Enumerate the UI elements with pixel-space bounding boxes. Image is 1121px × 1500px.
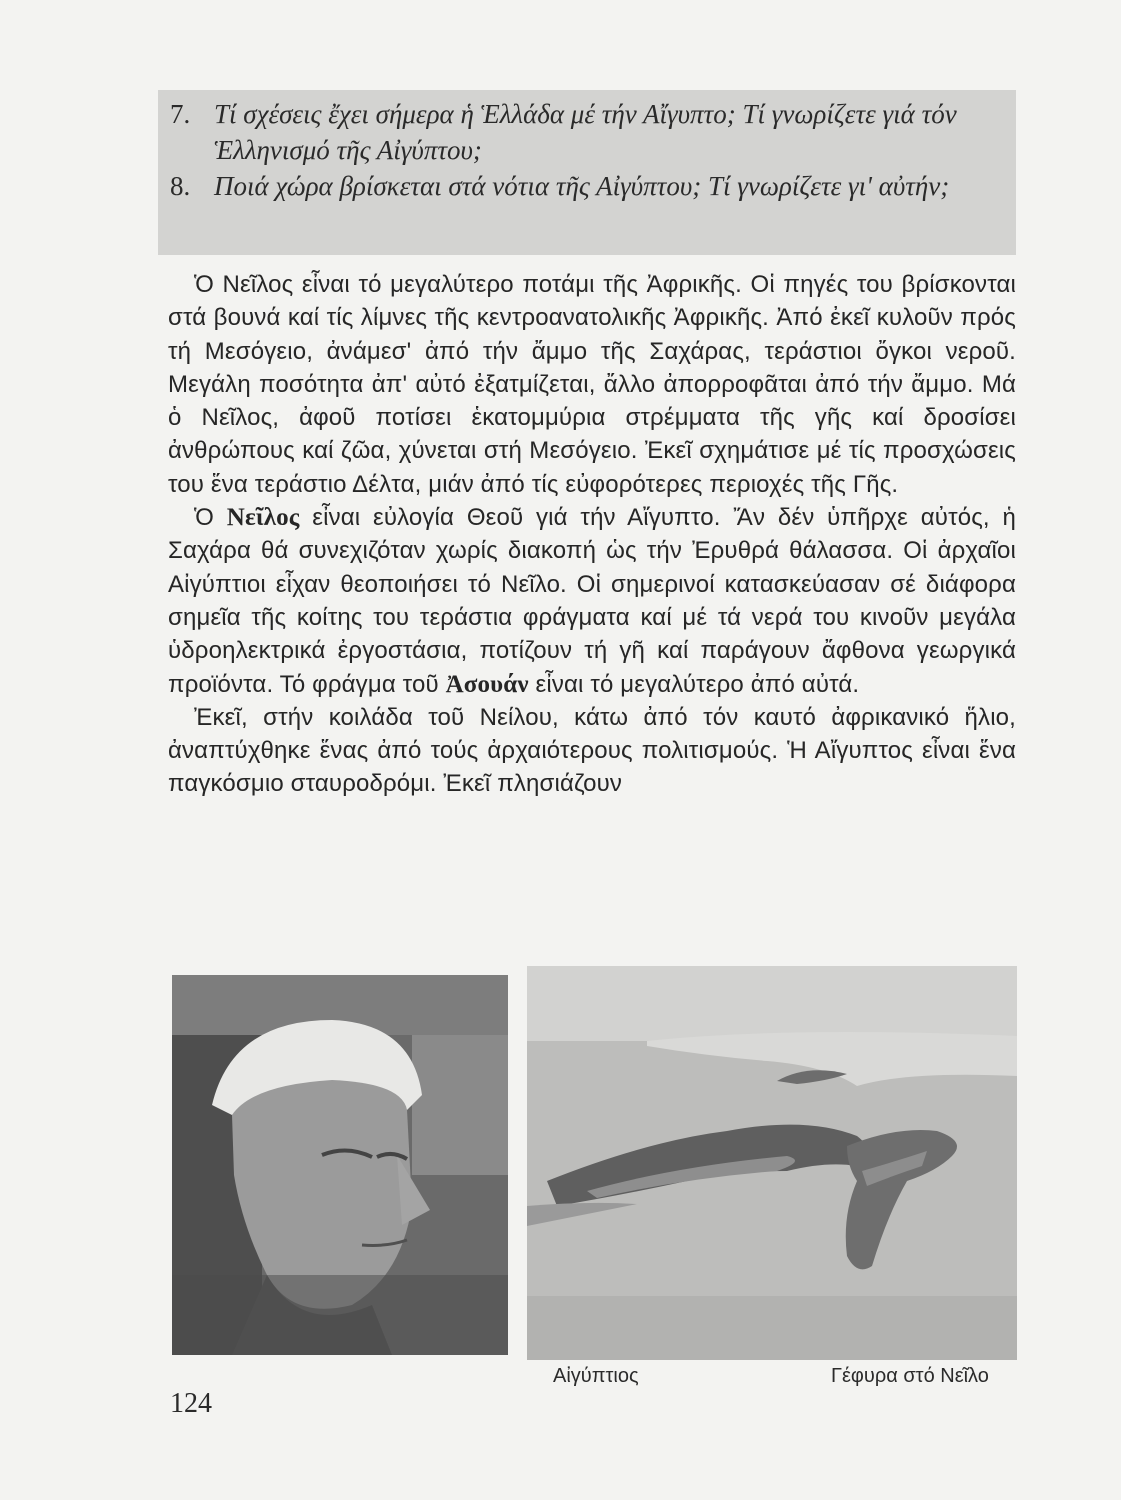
photo-egyptian-man <box>172 975 508 1355</box>
photo-nile-bridge <box>527 966 1017 1360</box>
paragraph-text: Ὁ Νεῖλος εἶναι τό μεγαλύτερο ποτάμι τῆς Ἀφρικῆς. Οἱ πηγές του βρίσκονται στά βουνά καί τίς λίμνες τῆς κεντροανατολικῆς Ἀφρικῆς. Ἀπό ἐκεῖ κυλοῦν πρός τή Μεσόγειο, ἀνάμεσ' ἀπό τήν ἄμμο τῆς Σαχάρας, τεράστιοι ὄγκοι νεροῦ. Μεγάλη ποσότητα ἀπ' αὐτό ἐξατμίζεται, ἄλλο ἀπορροφᾶται ἀπό τήν ἄμμο. Μά ὁ Νεῖλος, ἀφοῦ ποτίσει ἑκατομμύρια στρέμματα τῆς γῆς καί δροσίσει ἀνθρώπους καί ζῶα, χύνεται στή Μεσόγειο. Ἐκεῖ σχημάτισε μέ τίς προσχώσεις του ἕνα τεράστιο Δέλτα, μιάν ἀπό τίς εὐφορότερες περιοχές τῆς Γῆς. <box>168 271 1016 498</box>
caption-egyptian: Αἰγύπτιος <box>553 1365 639 1387</box>
page-number: 124 <box>170 1388 212 1419</box>
main-text <box>168 268 1016 801</box>
question-7 <box>170 96 1004 168</box>
caption-nile-bridge: Γέφυρα στό Νεῖλο <box>831 1365 989 1387</box>
paragraph-nile-source <box>168 268 1016 501</box>
paragraph-civilization <box>168 701 1016 801</box>
bold-term-nile: Νεῖλος <box>226 504 300 532</box>
question-8 <box>170 168 1004 204</box>
question-number: 7. <box>170 99 191 129</box>
question-text: Ποιά χώρα βρίσκεται στά νότια τῆς Αἰγύπτου; Τί γνωρίζετε γι' αὐτήν; <box>214 171 950 201</box>
paragraph-text: Ἐκεῖ, στήν κοιλάδα τοῦ Νείλου, κάτω ἀπό τόν καυτό ἀφρικανικό ἥλιο, ἀναπτύχθηκε ἕνας ἀπό τούς ἀρχαιότερους πολιτισμούς. Ἡ Αἴγυπτος εἶναι ἕνα παγκόσμιο σταυροδρόμι. Ἐκεῖ πλησιάζουν <box>168 703 1016 798</box>
question-number: 8. <box>170 171 191 201</box>
paragraph-end: εἶναι τό μεγαλύτερο ἀπό αὐτά. <box>535 670 860 698</box>
bold-term-aswan: Ἀσουάν <box>445 670 529 698</box>
paragraph-start: Ὁ <box>194 504 214 532</box>
paragraph-text: εἶναι εὐλογία Θεοῦ γιά τήν Αἴγυπτο. Ἄν δέν ὑπῆρχε αὐτός, ἡ Σαχάρα θά συνεχιζόταν χωρίς διακοπή ὡς τήν Ἐρυθρά θάλασσα. Οἱ ἀρχαῖοι Αἰγύπτιοι εἶχαν θεοποιήσει τό Νεῖλο. Οἱ σημερινοί κατασκεύασαν σέ διάφορα σημεῖα τῆς κοίτης του τεράστια φράγματα καί μέ τά νερά του κινοῦν μεγάλα ὑδροηλεκτρικά ἐργοστάσια, ποτίζουν τή γῆ καί παράγουν ἄφθονα γεωργικά προϊόντα. Τό φράγμα τοῦ <box>168 504 1016 698</box>
review-questions-box <box>158 90 1016 255</box>
question-text: Τί σχέσεις ἔχει σήμερα ἡ Ἑλλάδα μέ τήν Αἴγυπτο; Τί γνωρίζετε γιά τόν Ἑλληνισμό τῆς Αἰγύπτου; <box>214 99 957 165</box>
paragraph-nile-blessing <box>168 501 1016 701</box>
